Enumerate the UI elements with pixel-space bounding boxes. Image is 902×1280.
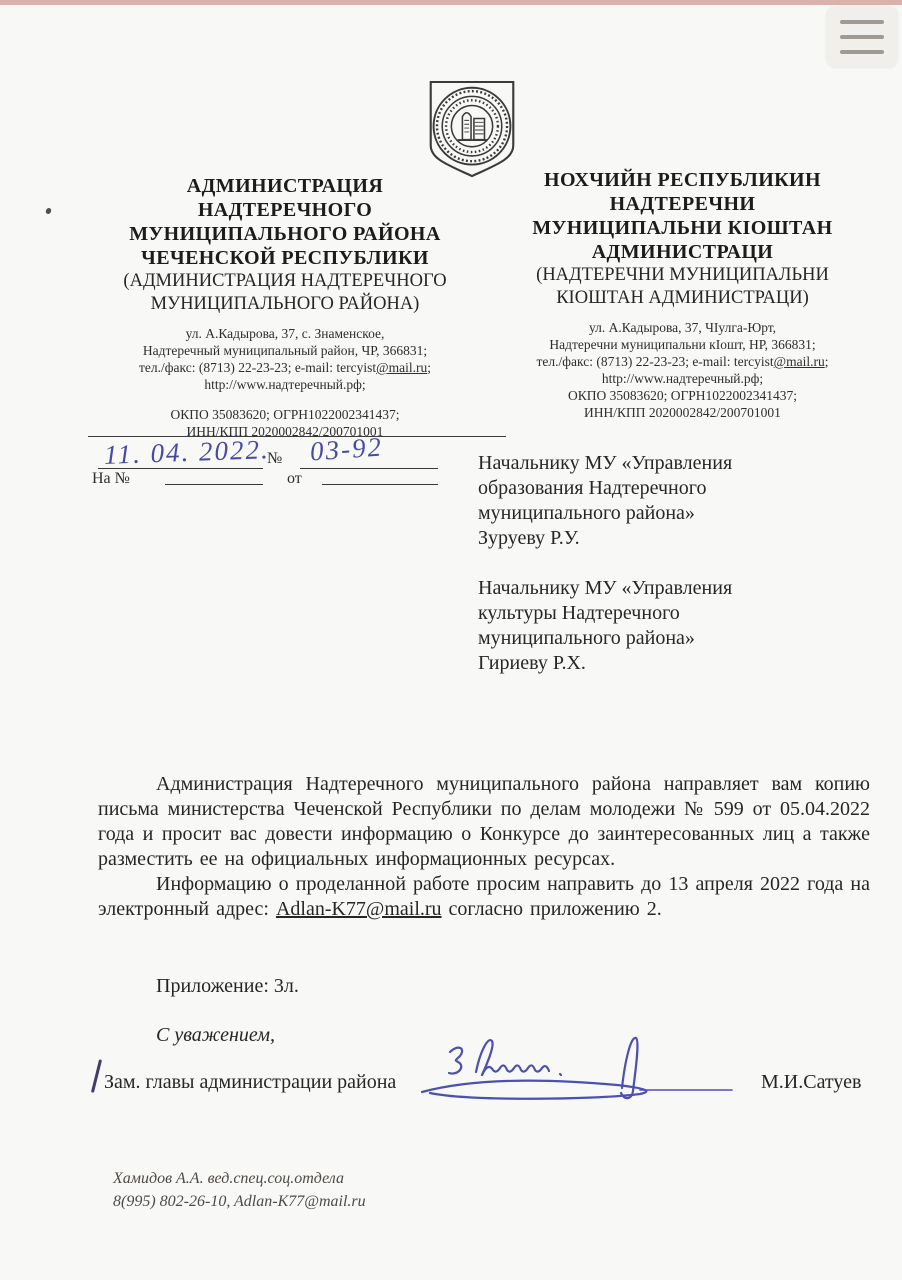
recipient-1 xyxy=(478,451,890,551)
org-title-line: МУНИЦИПАЛЬНИ КIОШТАН xyxy=(532,217,833,239)
number-field-line xyxy=(300,468,438,469)
address-line: ул. А.Кадырова, 37, ЧIулга-Юрт, xyxy=(588,320,777,335)
email-suffix: ; xyxy=(427,360,431,375)
website-line: http://www.надтеречный.рф; xyxy=(601,371,764,386)
letterhead-russian xyxy=(95,174,475,440)
body-paragraph-2 xyxy=(98,872,870,922)
org-title-line: ЧЕЧЕНСКОЙ РЕСПУБЛИКИ xyxy=(141,247,429,269)
recipient-block xyxy=(478,451,890,676)
recipient-line: образования Надтеречного xyxy=(478,477,707,499)
letter-body xyxy=(98,772,870,922)
org-title-line: НАДТЕРЕЧНОГО xyxy=(197,199,373,221)
executor-footer xyxy=(113,1167,366,1213)
email-prefix: тел./факс: (8713) 22-23-23; e-mail: tercyist xyxy=(536,354,774,369)
recipient-line: Гириеву Р.Х. xyxy=(478,652,586,674)
org-codes xyxy=(95,406,475,440)
body-p2-text: согласно приложению 2. xyxy=(441,898,662,920)
recipient-line: Зуруеву Р.У. xyxy=(478,527,580,549)
hamburger-icon xyxy=(840,20,884,24)
reply-number-field-line xyxy=(165,484,263,485)
handwritten-date: 11. 04. 2022. xyxy=(103,434,271,470)
codes-line: ИНН/КПП 2020002842/200701001 xyxy=(186,424,384,439)
signer-name: М.И.Сатуев xyxy=(761,1071,862,1093)
org-title-line: АДМИНИСТРАЦИЯ xyxy=(186,175,384,197)
address-line: Надтеречный муниципальный район, ЧР, 366831; xyxy=(142,343,428,358)
website-line: http://www.надтеречный.рф; xyxy=(204,377,366,392)
address-line: ул. А.Кадырова, 37, с. Знаменское, xyxy=(185,326,385,341)
recipient-line: муниципального района» xyxy=(478,627,695,649)
recipient-line: Начальнику МУ «Управления xyxy=(478,452,733,474)
reply-date-field-line xyxy=(322,484,438,485)
menu-button[interactable] xyxy=(826,6,898,68)
org-codes xyxy=(490,387,875,421)
org-title-line: МУНИЦИПАЛЬНОГО РАЙОНА xyxy=(129,223,441,245)
org-title-line: НОХЧИЙН РЕСПУБЛИКИН xyxy=(544,169,821,191)
phone-email-line xyxy=(95,359,475,376)
date-field-line xyxy=(98,468,263,469)
email-suffix: ; xyxy=(824,354,829,369)
org-subtitle-line: КIОШТАН АДМИНИСТРАЦИ) xyxy=(556,288,809,308)
org-subtitle-line: МУНИЦИПАЛЬНОГО РАЙОНА) xyxy=(150,294,420,314)
closing-phrase: С уважением, xyxy=(156,1024,276,1046)
codes-line: ИНН/КПП 2020002842/200701001 xyxy=(584,405,781,420)
org-address xyxy=(490,319,875,421)
email-link: @mail.ru xyxy=(773,354,825,369)
letterhead-divider-rule xyxy=(88,436,506,437)
app-top-strip xyxy=(0,0,902,5)
address-line: Надтеречни муниципальни кIошт, НР, 366831; xyxy=(549,337,816,352)
handwritten-outgoing-number: 03-92 xyxy=(309,431,384,467)
attachment-note: Приложение: 3л. xyxy=(156,975,299,997)
body-p2-text: Информацию о проделанной работе просим направить до 13 апреля 2022 года на электронный адрес: xyxy=(98,873,870,920)
reply-to-label: На № xyxy=(92,470,130,487)
org-subtitle-line: (АДМИНИСТРАЦИЯ НАДТЕРЕЧНОГО xyxy=(123,271,447,291)
hamburger-icon xyxy=(840,35,884,39)
signer-position: Зам. главы администрации района xyxy=(104,1071,397,1093)
recipient-line: муниципального района» xyxy=(478,502,695,524)
phone-email-line xyxy=(490,353,875,370)
recipient-2 xyxy=(478,576,890,676)
recipient-line: Начальнику МУ «Управления xyxy=(478,577,733,599)
org-title-line: АДМИНИСТРАЦИ xyxy=(591,241,774,263)
org-address xyxy=(95,325,475,393)
codes-line: ОКПО 35083620; ОГРН1022002341437; xyxy=(567,388,798,403)
codes-line: ОКПО 35083620; ОГРН1022002341437; xyxy=(170,407,400,422)
handwritten-signature xyxy=(412,1028,757,1104)
org-title-line: НАДТЕРЕЧНИ xyxy=(609,193,756,215)
scan-speck xyxy=(45,207,52,215)
hamburger-icon xyxy=(840,50,884,54)
org-subtitle-line: (НАДТЕРЕЧНИ МУНИЦИПАЛЬНИ xyxy=(536,265,829,285)
pen-slash-mark xyxy=(91,1059,102,1093)
executor-contact-line: 8(995) 802-26-10, Adlan-K77@mail.ru xyxy=(113,1193,366,1210)
body-paragraph-1: Администрация Надтеречного муниципального района направляет вам копию письма министерства Чеченской Республики по делам молодежи № 599 от 05.04.2022 года и просит вас довести информацию о Конкурсе до заинтересованных лиц а также разместить ее на официальных информационных ресурсах. xyxy=(98,773,870,870)
email-prefix: тел./факс: (8713) 22-23-23; e-mail: tercyist xyxy=(139,360,377,375)
email-link: @mail.ru xyxy=(376,360,428,375)
body-email-link: Adlan-K77@mail.ru xyxy=(275,898,442,920)
executor-name-line: Хамидов А.А. вед.спец.соц.отдела xyxy=(113,1170,344,1187)
reply-from-label: от xyxy=(287,470,302,487)
recipient-line: культуры Надтеречного xyxy=(478,602,680,624)
letterhead-chechen xyxy=(490,168,875,421)
number-label: № xyxy=(267,450,283,467)
